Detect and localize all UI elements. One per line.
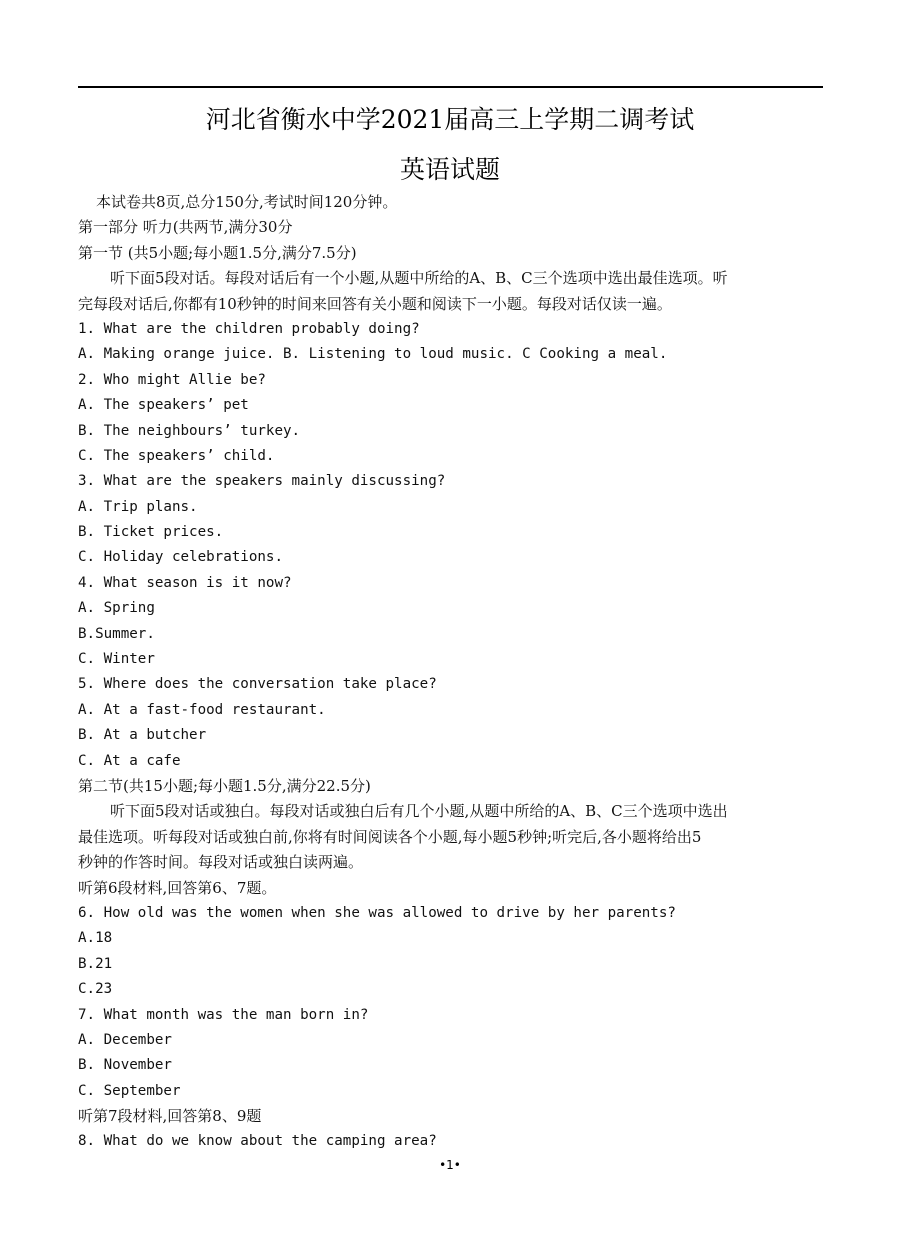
part1-heading: 第一部分 听力(共两节,满分30分	[78, 218, 293, 237]
question-2-option-b: B. The neighbours’ turkey.	[78, 422, 301, 439]
intro-text: 本试卷共8页,总分150分,考试时间120分钟。	[96, 193, 398, 211]
exam-subtitle: 英语试题	[399, 155, 500, 184]
question-2-stem: 2. Who might Allie be?	[78, 371, 266, 388]
question-4-stem: 4. What season is it now?	[78, 574, 292, 591]
section2-instruction-end: 秒钟的作答时间。每段对话或独白读两遍。	[78, 853, 364, 872]
question-8-stem: 8. What do we know about the camping area?	[78, 1133, 437, 1150]
question-2-option-a: A. The speakers’ pet	[78, 397, 249, 414]
question-3-option-b: B. Ticket prices.	[78, 524, 224, 541]
question-3-option-c: C. Holiday celebrations.	[78, 549, 283, 566]
section1-instruction-cont: 完每段对话后,你都有10秒钟的时间来回答有关小题和阅读下一小题。每段对话仅读一遍。	[78, 294, 672, 313]
question-7-stem: 7. What month was the man born in?	[78, 1006, 369, 1023]
question-5-option-b: B. At a butcher	[78, 727, 207, 744]
question-7-option-b: B. November	[78, 1057, 172, 1074]
question-1-stem: 1. What are the children probably doing?	[78, 320, 420, 337]
question-5-stem: 5. Where does the conversation take place?	[78, 676, 437, 693]
section2-instruction: 听下面5段对话或独白。每段对话或独白后有几个小题,从题中所给的A、B、C三个选项中选出	[110, 802, 728, 821]
section1-instruction: 听下面5段对话。每段对话后有一个小题,从题中所给的A、B、C三个选项中选出最佳选项。听	[110, 269, 728, 288]
question-2-option-c: C. The speakers’ child.	[78, 447, 275, 464]
header-rule	[78, 86, 823, 88]
page-number: •1•	[439, 1158, 461, 1172]
question-5-option-a: A. At a fast-food restaurant.	[78, 701, 326, 718]
question-7-option-c: C. September	[78, 1082, 181, 1099]
question-5-option-c: C. At a cafe	[78, 752, 181, 769]
section1-heading: 第一节 (共5小题;每小题1.5分,满分7.5分)	[78, 243, 357, 262]
section2-heading: 第二节(共15小题;每小题1.5分,满分22.5分)	[78, 776, 371, 795]
question-4-option-a: A. Spring	[78, 600, 155, 617]
section2-instruction-cont: 最佳选项。听每段对话或独白前,你将有时间阅读各个小题,每小题5秒钟;听完后,各小题将给出5	[78, 827, 702, 846]
material-6-heading: 听第6段材料,回答第6、7题。	[78, 878, 277, 897]
question-6-option-b: B.21	[78, 955, 113, 972]
question-6-stem: 6. How old was the women when she was allowed to drive by her parents?	[78, 904, 676, 921]
question-4-option-b: B.Summer.	[78, 625, 155, 642]
material-7-heading: 听第7段材料,回答第8、9题	[78, 1107, 262, 1126]
exam-body	[78, 190, 823, 1155]
question-6-option-a: A.18	[78, 930, 113, 947]
question-7-option-a: A. December	[78, 1031, 172, 1048]
question-1-options: A. Making orange juice. B. Listening to loud music. C Cooking a meal.	[78, 346, 668, 363]
question-3-stem: 3. What are the speakers mainly discussing?	[78, 473, 446, 490]
question-6-option-c: C.23	[78, 981, 113, 998]
exam-title: 河北省衡水中学2021届高三上学期二调考试	[205, 105, 695, 134]
question-3-option-a: A. Trip plans.	[78, 498, 198, 515]
question-4-option-c: C. Winter	[78, 651, 155, 668]
